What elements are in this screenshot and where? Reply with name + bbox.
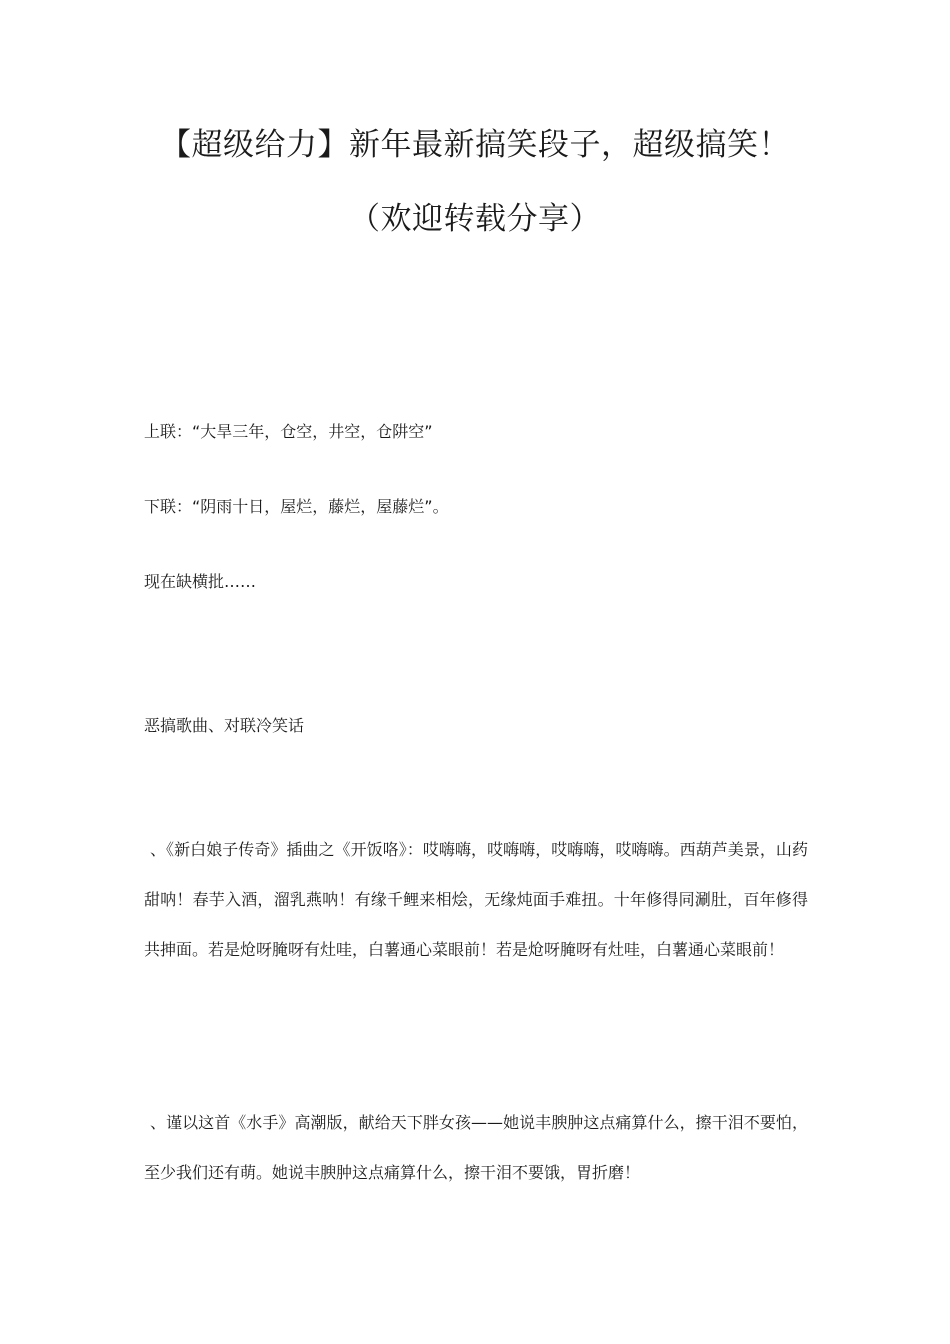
couplet-upper-line: 上联：“大旱三年，仓空，井空，仓阱空” [144, 422, 433, 441]
paragraph-song-1: 、《新白娘子传奇》插曲之《开饭咯》：哎嗨嗨，哎嗨嗨，哎嗨嗨，哎嗨嗨。西葫芦美景，山药甜呐！春芋入酒，溜乳燕呐！有缘千鲤来相烩，无缘炖面手难扭。十年修得同涮肚，百年修得共抻面。若是炝呀腌呀有灶哇，白薯通心菜眼前！若是炝呀腌呀有灶哇，白薯通心菜眼前！ [144, 840, 808, 959]
couplet-missing-line: 现在缺横批…… [144, 572, 257, 591]
document-title: 【超级给力】新年最新搞笑段子，超级搞笑！（欢迎转载分享） [160, 127, 790, 237]
section-heading: 恶搞歌曲、对联冷笑话 [144, 716, 305, 735]
paragraph-song-2: 、谨以这首《水手》高潮版，献给天下胖女孩——她说丰腴肿这点痛算什么，擦干泪不要怕，至少我们还有萌。她说丰腴肿这点痛算什么，擦干泪不要饿，胃折磨！ [144, 1113, 808, 1182]
couplet-lower-line: 下联：“阴雨十日，屋烂，藤烂，屋藤烂”。 [144, 497, 449, 516]
